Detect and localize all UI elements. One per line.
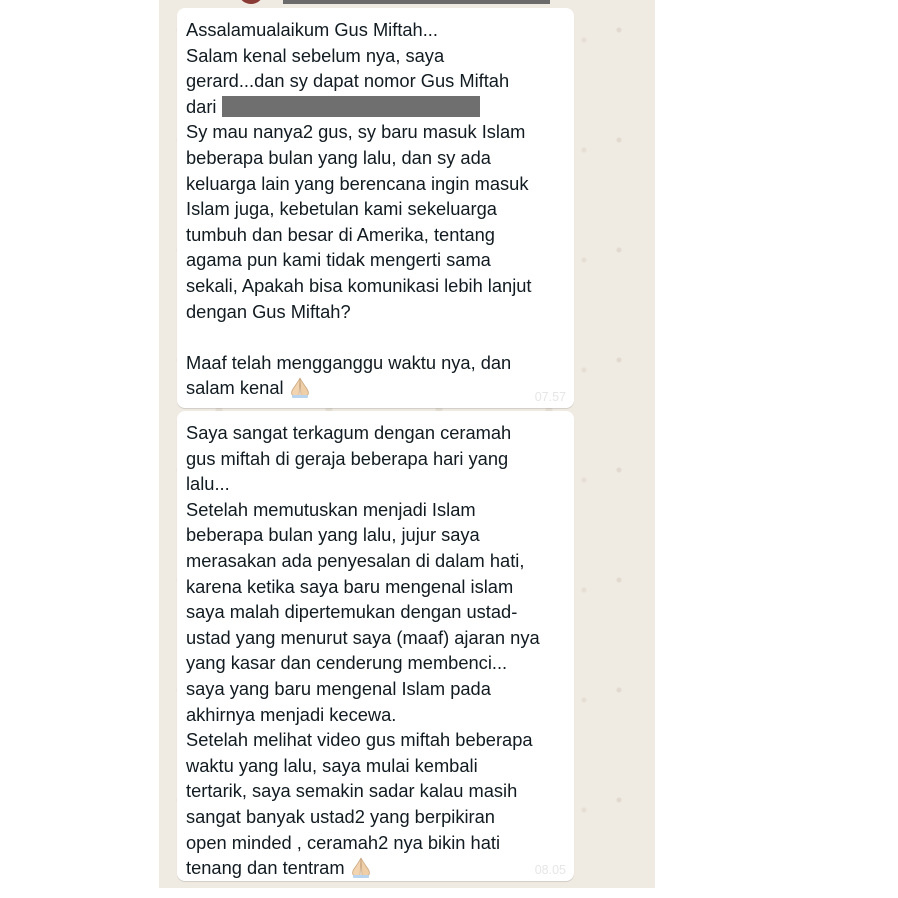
message-text-part: Saya sangat terkagum dengan ceramah gus miftah di geraja beberapa hari yang lalu... Setelah memutuskan menjadi Islam beberapa bulan yang lalu, jujur saya merasakan ada penyesalan di dalam hati, karena ketika saya baru mengenal islam saya malah dipertemukan dengan ustad- ustad yang menurut saya (maaf) ajaran nya yang kasar dan cenderung membenci... saya yang baru mengenal Islam pada akhirnya menjadi kecewa. Setelah melihat video gus miftah beberapa waktu yang lalu, saya mulai kembali tertarik, saya semakin sadar kalau masih sangat banyak ustad2 yang berpikiran open minded , ceramah2 nya bikin hati tenang dan tentram — [186, 422, 540, 879]
folded-hands-emoji-icon — [349, 856, 373, 878]
message-text — [186, 17, 570, 401]
message-time: 08.05 — [534, 863, 566, 877]
message-bubble[interactable] — [177, 8, 574, 408]
message-text-part: Sy mau nanya2 gus, sy baru masuk Islam beberapa bulan yang lalu, dan sy ada keluarga lain yang berencana ingin masuk Islam juga, kebetulan kami sekeluarga tumbuh dan besar di Amerika, tentang agama pun kami tidak mengerti sama sekali, Apakah bisa komunikasi lebih lanjut dengan Gus Miftah? Maaf telah mengganggu waktu nya, dan salam kenal — [186, 121, 532, 399]
folded-hands-emoji-icon — [288, 376, 312, 398]
redaction-block — [222, 96, 480, 117]
message-time: 07.57 — [534, 390, 566, 404]
message-text — [186, 420, 570, 881]
redacted-header-bar — [283, 0, 550, 4]
message-text-part: Assalamualaikum Gus Miftah... Salam kenal sebelum nya, saya gerard...dan sy dapat nomor Gus Miftah dari — [186, 19, 510, 117]
message-bubble[interactable] — [177, 411, 574, 881]
